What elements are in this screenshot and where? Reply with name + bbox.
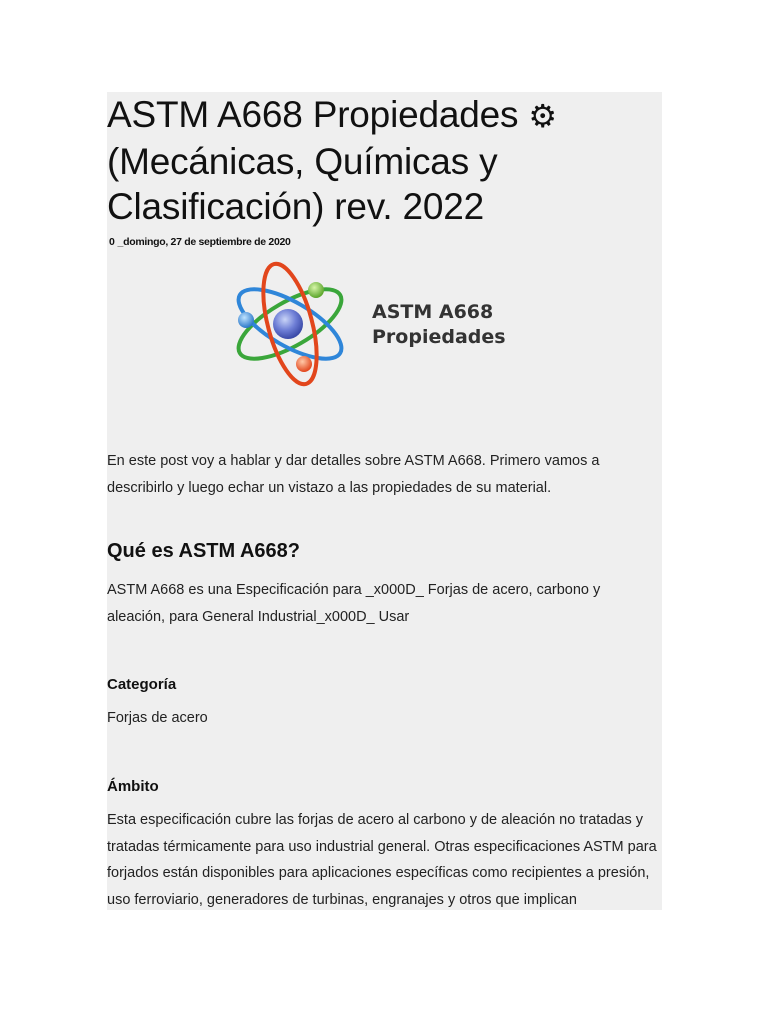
gear-icon: ⚙ [528,97,557,135]
section-heading-what-is: Qué es ASTM A668? [107,540,301,562]
electron [308,282,324,298]
post-date: _domingo, 27 de septiembre de 2020 [117,236,291,248]
category-paragraph: Forjas de acero [107,710,208,726]
scope-paragraph: Esta especificación cubre las forjas de acero al carbono y de aleación no tratadas y tratadas térmicamente para uso industrial general. Otras especificaciones ASTM para forjados están disponibles para aplicaciones específicas como recipientes a presión, uso ferroviario, generadores de turbinas, engranajes y otros que implican [107,812,657,908]
hero-caption-line-2: Propiedades [372,326,506,348]
title-line-3: Clasificación) rev. 2022 [107,186,485,227]
post-meta [109,236,291,248]
atom-icon [230,258,360,393]
title-line-2: (Mecánicas, Químicas y [107,141,498,182]
electron [296,356,312,372]
comments-count[interactable]: 0 [109,236,115,248]
hero-caption [372,300,506,350]
hero-image [230,258,540,393]
scope-heading: Ámbito [107,778,159,795]
electron [238,312,254,328]
category-heading: Categoría [107,676,177,693]
nucleus [273,309,303,339]
what-is-paragraph: ASTM A668 es una Especificación para _x000D_ Forjas de acero, carbono y aleación, para General Industrial_x000D_ Usar [107,582,601,625]
intro-paragraph: En este post voy a hablar y dar detalles sobre ASTM A668. Primero vamos a describirlo y luego echar un vistazo a las propiedades de su material. [107,453,600,496]
title-line-1: ASTM A668 Propiedades [107,94,519,135]
hero-caption-line-1: ASTM A668 [372,301,494,323]
article-title [107,92,662,229]
